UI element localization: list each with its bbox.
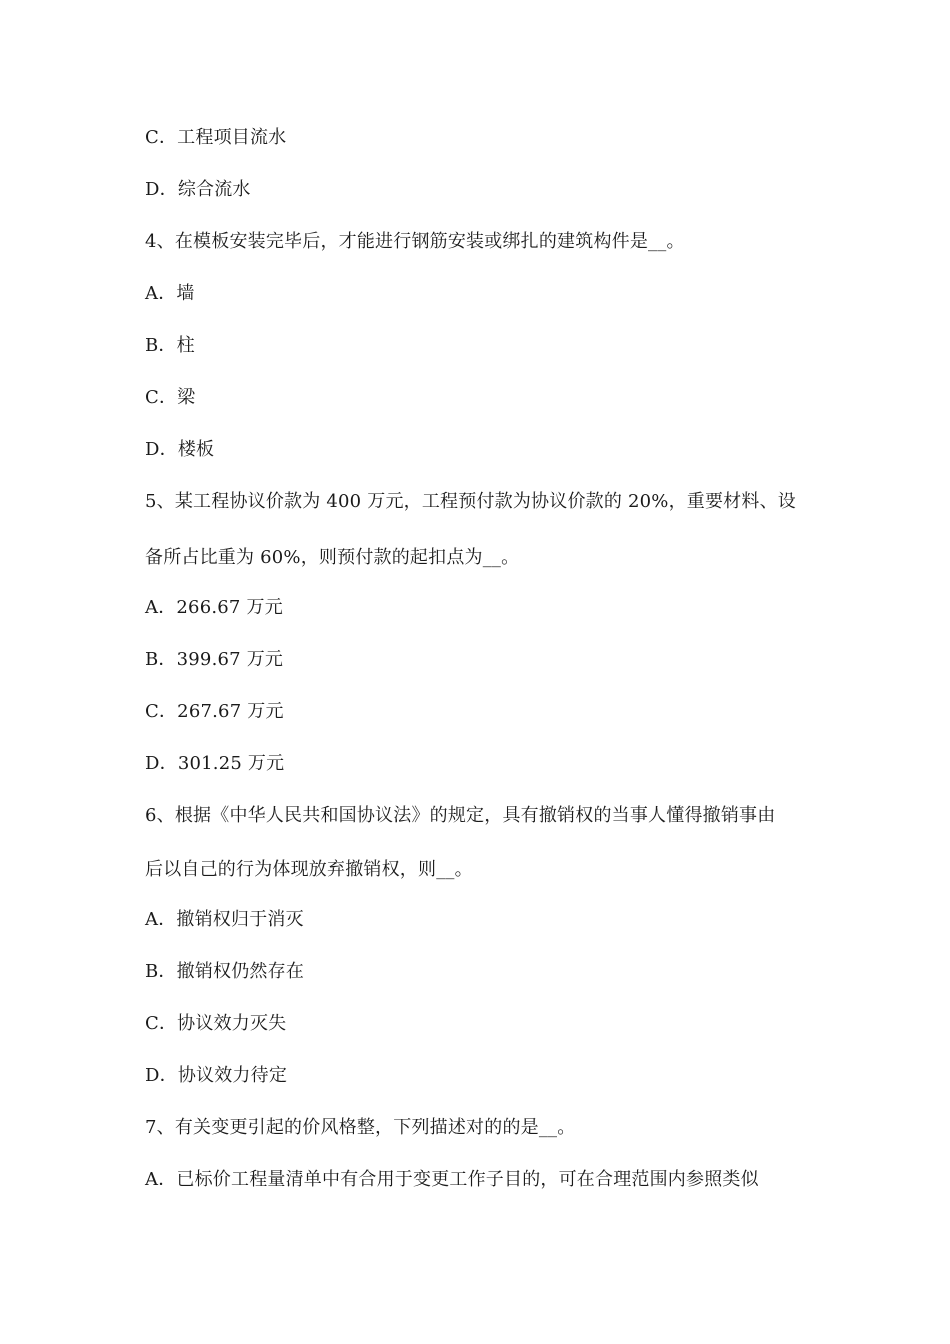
question-6-line-1: 6、根据《中华人民共和国协议法》的规定，具有撤销权的当事人懂得撤销事由 (145, 805, 776, 826)
option-a-q4: A．墙 (145, 283, 195, 304)
option-c-q4: C．梁 (145, 387, 196, 408)
option-d-q6: D．协议效力待定 (145, 1065, 288, 1086)
option-b-q4: B．柱 (145, 335, 195, 356)
option-a-q6: A．撤销权归于消灭 (145, 909, 304, 930)
option-c-q5: C．267.67 万元 (145, 701, 284, 722)
question-6-line-2: 后以自己的行为体现放弃撤销权，则__。 (145, 859, 473, 880)
option-a-q5: A．266.67 万元 (145, 597, 283, 618)
option-b-q6: B．撤销权仍然存在 (145, 961, 305, 982)
option-b-q5: B．399.67 万元 (145, 649, 284, 670)
question-5-line-2: 备所占比重为 60%，则预付款的起扣点为__。 (145, 547, 520, 568)
option-d-q4: D．楼板 (145, 439, 215, 460)
question-7: 7、有关变更引起的价风格整，下列描述对的的是__。 (145, 1117, 576, 1138)
question-5-line-1: 5、某工程协议价款为 400 万元，工程预付款为协议价款的 20%，重要材料、设 (145, 491, 796, 512)
option-d-q3: D．综合流水 (145, 179, 251, 200)
option-d-q5: D．301.25 万元 (145, 753, 285, 774)
option-c-q3: C．工程项目流水 (145, 127, 287, 148)
option-a-q7: A．已标价工程量清单中有合用于变更工作子目的，可在合理范围内参照类似 (145, 1169, 759, 1190)
option-c-q6: C．协议效力灭失 (145, 1013, 287, 1034)
question-4: 4、在模板安装完毕后，才能进行钢筋安装或绑扎的建筑构件是__。 (145, 231, 685, 252)
